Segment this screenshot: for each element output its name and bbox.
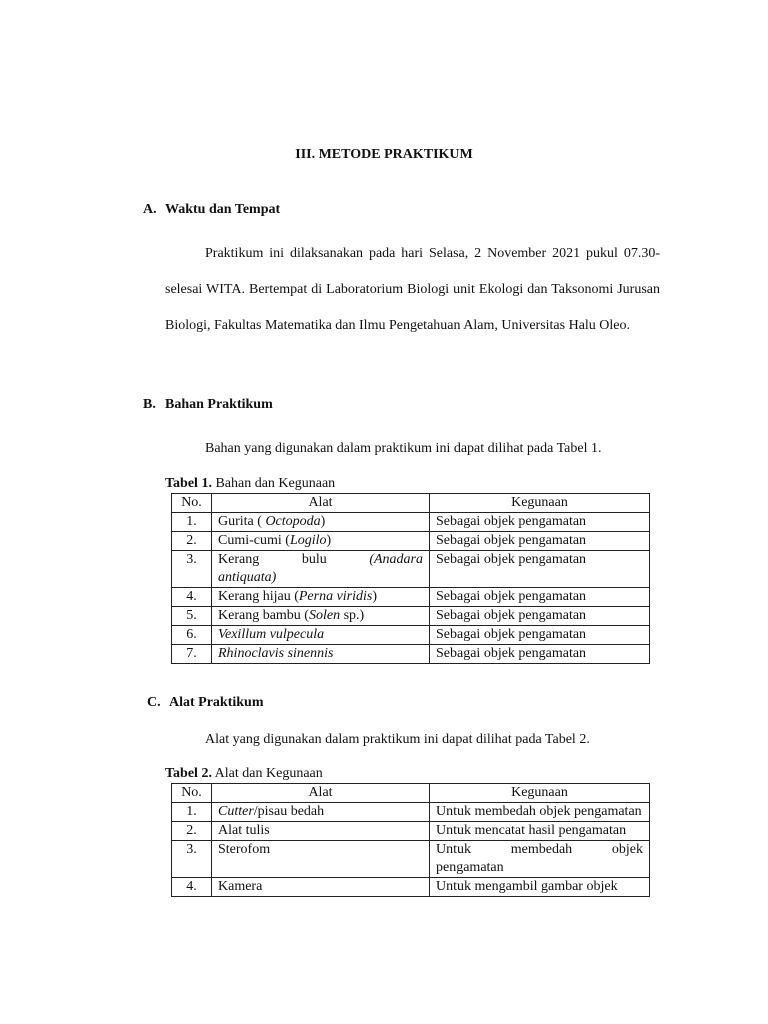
row-alat: Vexillum vulpecula (212, 626, 430, 645)
table-1 (171, 493, 650, 664)
table-2 (171, 783, 650, 897)
row-number: 2. (172, 822, 212, 841)
row-kegunaan: Sebagai objek pengamatan (430, 645, 650, 664)
row-kegunaan: Untuk membedah objek pengamatan (430, 841, 650, 878)
section-c-heading (147, 695, 264, 711)
header-no: No. (172, 494, 212, 513)
table-1-caption-text: Bahan dan Kegunaan (211, 476, 336, 491)
row-alat: Kerang bambu (Solen sp.) (212, 607, 430, 626)
table-row (172, 532, 650, 551)
table-header-row (172, 784, 650, 803)
row-alat: Kerang hijau (Perna viridis) (212, 588, 430, 607)
row-kegunaan: Untuk membedah objek pengamatan (430, 803, 650, 822)
row-number: 5. (172, 607, 212, 626)
section-b-number: B. (143, 397, 156, 412)
chapter-title: III. METODE PRAKTIKUM (295, 147, 473, 162)
row-number: 4. (172, 588, 212, 607)
row-alat: Gurita ( Octopoda) (212, 513, 430, 532)
row-alat: Kerang bulu (Anadara antiquata) (212, 551, 430, 588)
table-2-caption-label: Tabel 2. (165, 766, 212, 781)
row-kegunaan: Untuk mencatat hasil pengamatan (430, 822, 650, 841)
table-row (172, 822, 650, 841)
row-number: 3. (172, 841, 212, 878)
row-number: 3. (172, 551, 212, 588)
row-number: 2. (172, 532, 212, 551)
table-header-row (172, 494, 650, 513)
table-row (172, 841, 650, 878)
section-b-title: Bahan Praktikum (165, 397, 273, 412)
row-alat: Rhinoclavis sinennis (212, 645, 430, 664)
row-alat: Sterofom (212, 841, 430, 878)
row-kegunaan: Sebagai objek pengamatan (430, 551, 650, 588)
table-2-caption-text: Alat dan Kegunaan (211, 766, 323, 781)
row-number: 6. (172, 626, 212, 645)
table-row (172, 803, 650, 822)
header-kegunaan: Kegunaan (430, 784, 650, 803)
table-row (172, 607, 650, 626)
section-b-intro: Bahan yang digunakan dalam praktikum ini dapat dilihat pada Tabel 1. (205, 441, 602, 456)
row-kegunaan: Sebagai objek pengamatan (430, 588, 650, 607)
row-kegunaan: Sebagai objek pengamatan (430, 513, 650, 532)
table-1-caption-label: Tabel 1. (165, 476, 212, 491)
section-a-heading (143, 202, 280, 218)
header-kegunaan: Kegunaan (430, 494, 650, 513)
table-row (172, 645, 650, 664)
section-a-number: A. (143, 202, 157, 217)
table-row (172, 551, 650, 588)
header-no: No. (172, 784, 212, 803)
row-alat: Kamera (212, 878, 430, 897)
table-1-caption (165, 476, 335, 492)
section-b-heading (143, 397, 273, 413)
section-c-number: C. (147, 695, 161, 710)
table-2-caption (165, 766, 323, 782)
section-c-title: Alat Praktikum (169, 695, 264, 710)
section-a-paragraph (165, 236, 660, 344)
row-kegunaan: Sebagai objek pengamatan (430, 626, 650, 645)
header-alat: Alat (212, 494, 430, 513)
table-row (172, 588, 650, 607)
row-alat: Alat tulis (212, 822, 430, 841)
table-row (172, 513, 650, 532)
row-kegunaan: Sebagai objek pengamatan (430, 607, 650, 626)
row-number: 1. (172, 513, 212, 532)
row-alat: Cumi-cumi (Logilo) (212, 532, 430, 551)
section-a-title: Waktu dan Tempat (165, 202, 281, 217)
table-row (172, 878, 650, 897)
row-number: 7. (172, 645, 212, 664)
row-kegunaan: Untuk mengambil gambar objek (430, 878, 650, 897)
row-alat: Cutter/pisau bedah (212, 803, 430, 822)
row-number: 1. (172, 803, 212, 822)
header-alat: Alat (212, 784, 430, 803)
section-a-paragraph-text: Praktikum ini dilaksanakan pada hari Selasa, 2 November 2021 pukul 07.30-selesai WITA. Bertempat di Laboratorium Biologi unit Ekologi dan Taksonomi Jurusan Biologi, Fakultas Matematika dan Ilmu Pengetahuan Alam, Universitas Halu Oleo. (165, 246, 660, 333)
section-c-intro: Alat yang digunakan dalam praktikum ini dapat dilihat pada Tabel 2. (205, 732, 590, 747)
table-row (172, 626, 650, 645)
row-number: 4. (172, 878, 212, 897)
row-kegunaan: Sebagai objek pengamatan (430, 532, 650, 551)
